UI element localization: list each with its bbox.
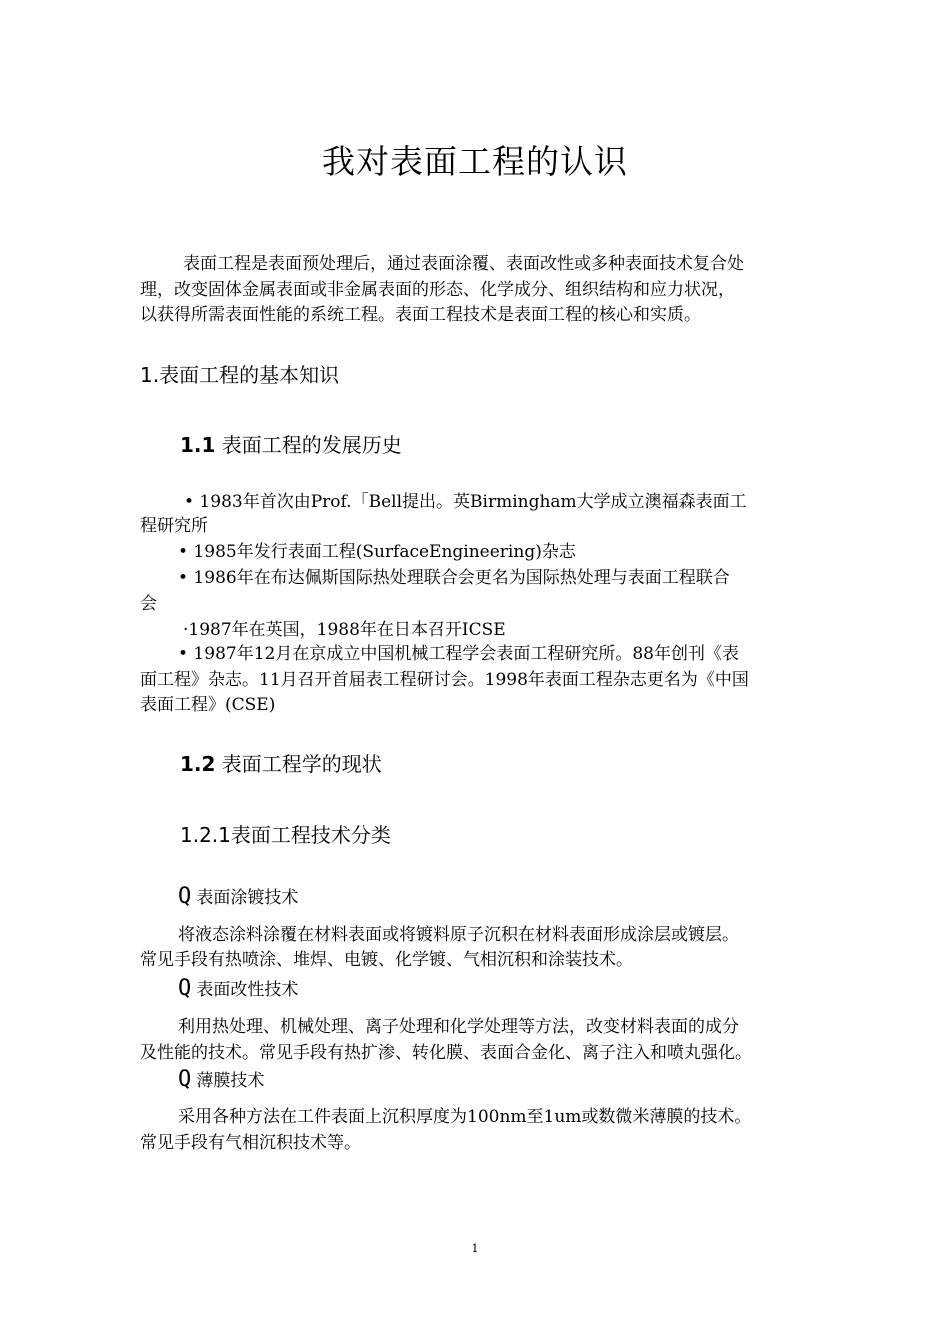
history-line-9: 表面工程》(CSE) [140,695,276,715]
tech-desc-line: 利用热处理、机械处理、离子处理和化学处理等方法，改变材料表面的成分 [178,1017,739,1037]
history-line-5: 会 [140,594,157,614]
tech-name: 薄膜技术 [196,1071,265,1091]
tech-desc-line: 常见手段有气相沉积技术等。 [140,1133,361,1153]
tech-desc-line: 将液态涂料涂覆在材料表面或将镀料原子沉积在材料表面形成涂层或镀层。 [178,925,739,945]
heading-1-1-number: 1.1 [180,433,216,457]
bullet-glyph: Q [178,884,192,909]
heading-1-2-1: 1.2.1表面工程技术分类 [180,823,391,847]
history-line-7: • 1987年12月在京成立中国机械工程学会表面工程研究所。88年创刊《表 [178,644,739,664]
bullet-glyph: Q [178,1067,192,1092]
tech-name: 表面涂镀技术 [196,888,299,908]
tech-desc-line: 采用各种方法在工件表面上沉积厚度为100nm至1um或数微米薄膜的技术。 [178,1107,752,1127]
page-number: 1 [471,1242,479,1255]
heading-1-2-text: 表面工程学的现状 [221,752,382,776]
bullet-glyph: Q [178,976,192,1001]
history-line-1: • 1983年首次由Prof.「Bell提出。英Birmingham大学成立澳福森表面工 [184,492,747,512]
document-title: 我对表面工程的认识 [322,142,628,181]
heading-1-2-number: 1.2 [180,752,216,776]
history-line-4: • 1986年在布达佩斯国际热处理联合会更名为国际热处理与表面工程联合 [178,568,730,588]
tech-desc-line: 及性能的技术。常见手段有热扩渗、转化膜、表面合金化、离子注入和喷丸强化。 [140,1043,752,1063]
intro-line-1: 表面工程是表面预处理后，通过表面涂覆、表面改性或多种表面技术复合处 [183,254,744,274]
heading-1: 1.表面工程的基本知识 [140,363,340,387]
intro-line-3: 以获得所需表面性能的系统工程。表面工程技术是表面工程的核心和实质。 [140,305,701,325]
tech-heading-coating [178,884,298,911]
tech-heading-modification [178,976,298,1003]
tech-name: 表面改性技术 [196,980,299,1000]
tech-desc-line: 常见手段有热喷涂、堆焊、电镀、化学镀、气相沉积和涂装技术。 [140,950,633,970]
heading-1-1 [180,429,402,458]
history-line-2: 程研究所 [140,516,208,536]
history-line-3: • 1985年发行表面工程(SurfaceEngineering)杂志 [178,542,576,562]
history-line-8: 面工程》杂志。11月召开首届表工程研讨会。1998年表面工程杂志更名为《中国 [140,670,749,690]
heading-1-1-text: 表面工程的发展历史 [221,433,402,457]
heading-1-2 [180,748,382,777]
history-line-6: ·1987年在英国，1988年在日本召开ICSE [183,620,506,640]
intro-line-2: 理，改变固体金属表面或非金属表面的形态、化学成分、组织结构和应力状况， [140,280,735,300]
tech-heading-thin-film [178,1067,264,1094]
